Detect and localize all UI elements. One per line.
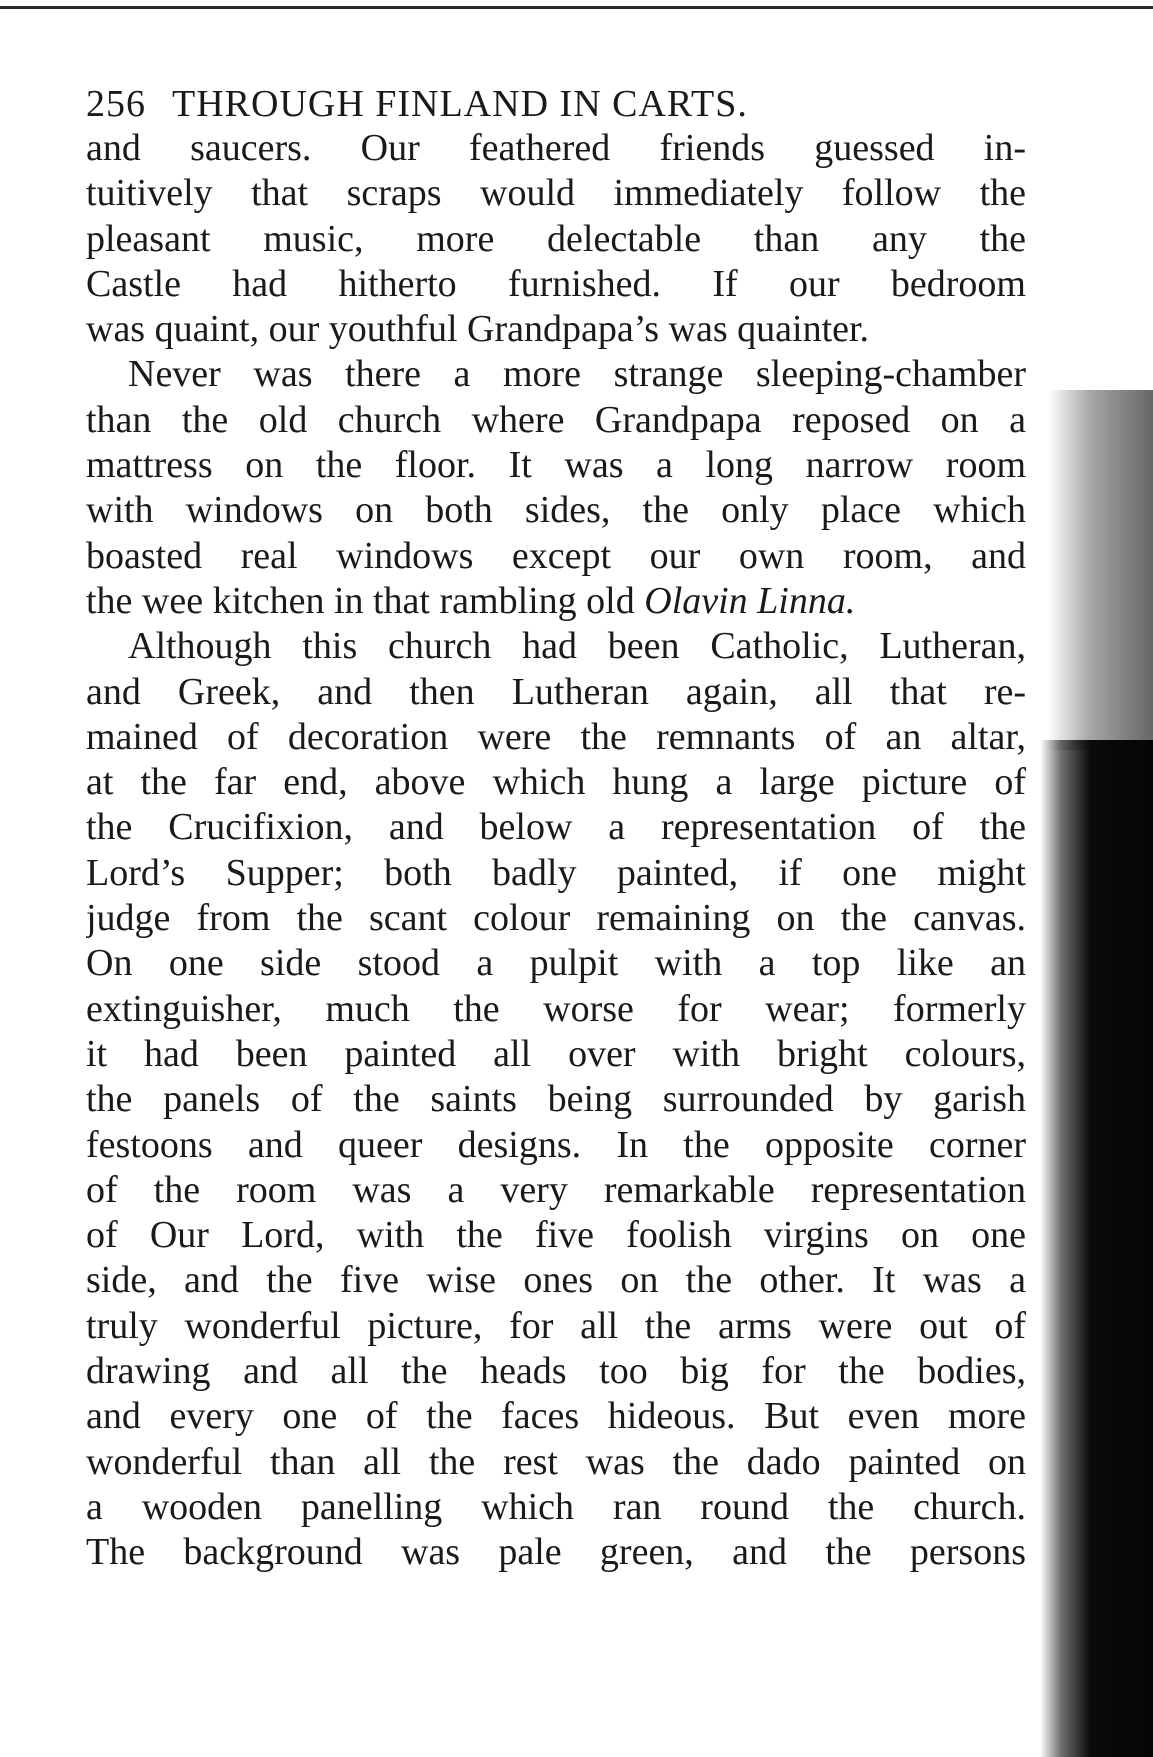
text-line: mained of decoration were the remnants of an altar,: [86, 715, 1026, 758]
text-line: at the far end, above which hung a large picture of: [86, 761, 1026, 804]
text-line: wonderful than all the rest was the dado painted on: [86, 1440, 1026, 1483]
text-line: of the room was a very remarkable representation: [86, 1168, 1026, 1211]
text-line: pleasant music, more delectable than any the: [86, 217, 1026, 260]
page-number: 256: [86, 83, 146, 125]
text-line: it had been painted all over with bright colours,: [86, 1032, 1026, 1075]
text-line: was quaint, our youthful Grandpapa’s was quainter.: [86, 308, 870, 351]
text-line: Castle had hitherto furnished. If our bedroom: [86, 262, 1026, 305]
binding-shadow: [1040, 740, 1153, 1757]
top-rule: [0, 6, 1153, 9]
text-line: drawing and all the heads too big for the bodies,: [86, 1350, 1026, 1393]
text-line: of Our Lord, with the five foolish virgins on one: [86, 1214, 1026, 1257]
text-line: tuitively that scraps would immediately follow the: [86, 172, 1026, 215]
book-page: [86, 82, 1026, 1576]
text-line: with windows on both sides, the only place which: [86, 489, 1026, 532]
text-line: The background was pale green, and the persons: [86, 1531, 1026, 1574]
text-line: than the old church where Grandpapa reposed on a: [86, 398, 1026, 441]
text-line: extinguisher, much the worse for wear; formerly: [86, 987, 1026, 1030]
running-title: THROUGH FINLAND IN CARTS.: [172, 83, 748, 125]
text-line: On one side stood a pulpit with a top like an: [86, 942, 1026, 985]
text-line: a wooden panelling which ran round the church.: [86, 1485, 1026, 1528]
text-line: and every one of the faces hideous. But even more: [86, 1395, 1026, 1438]
text-line: Lord’s Supper; both badly painted, if one might: [86, 851, 1026, 894]
running-head: [86, 82, 1026, 126]
line-text: the wee kitchen in that rambling old: [86, 579, 645, 622]
text-line-with-italic: [86, 579, 1026, 624]
text-line: mattress on the floor. It was a long narrow room: [86, 444, 1026, 487]
text-line: judge from the scant colour remaining on the canvas.: [86, 897, 1026, 940]
castle-name: Olavin Linna.: [644, 579, 856, 622]
text-line: Never was there a more strange sleeping-chamber: [128, 353, 1026, 396]
text-line: the panels of the saints being surrounded by garish: [86, 1078, 1026, 1121]
text-line: truly wonderful picture, for all the arms were out of: [86, 1304, 1026, 1347]
text-line: and saucers. Our feathered friends guessed in-: [86, 127, 1026, 169]
text-line: side, and the five wise ones on the other. It was a: [86, 1259, 1026, 1302]
text-line: festoons and queer designs. In the opposite corner: [86, 1123, 1026, 1166]
binding-shadow-upper: [1048, 390, 1153, 750]
text-line: boasted real windows except our own room, and: [86, 534, 1026, 577]
text-line: Although this church had been Catholic, Lutheran,: [128, 625, 1026, 668]
text-line: and Greek, and then Lutheran again, all that re-: [86, 670, 1026, 713]
text-line: the Crucifixion, and below a representation of the: [86, 806, 1026, 849]
body-text: [86, 126, 1026, 1576]
